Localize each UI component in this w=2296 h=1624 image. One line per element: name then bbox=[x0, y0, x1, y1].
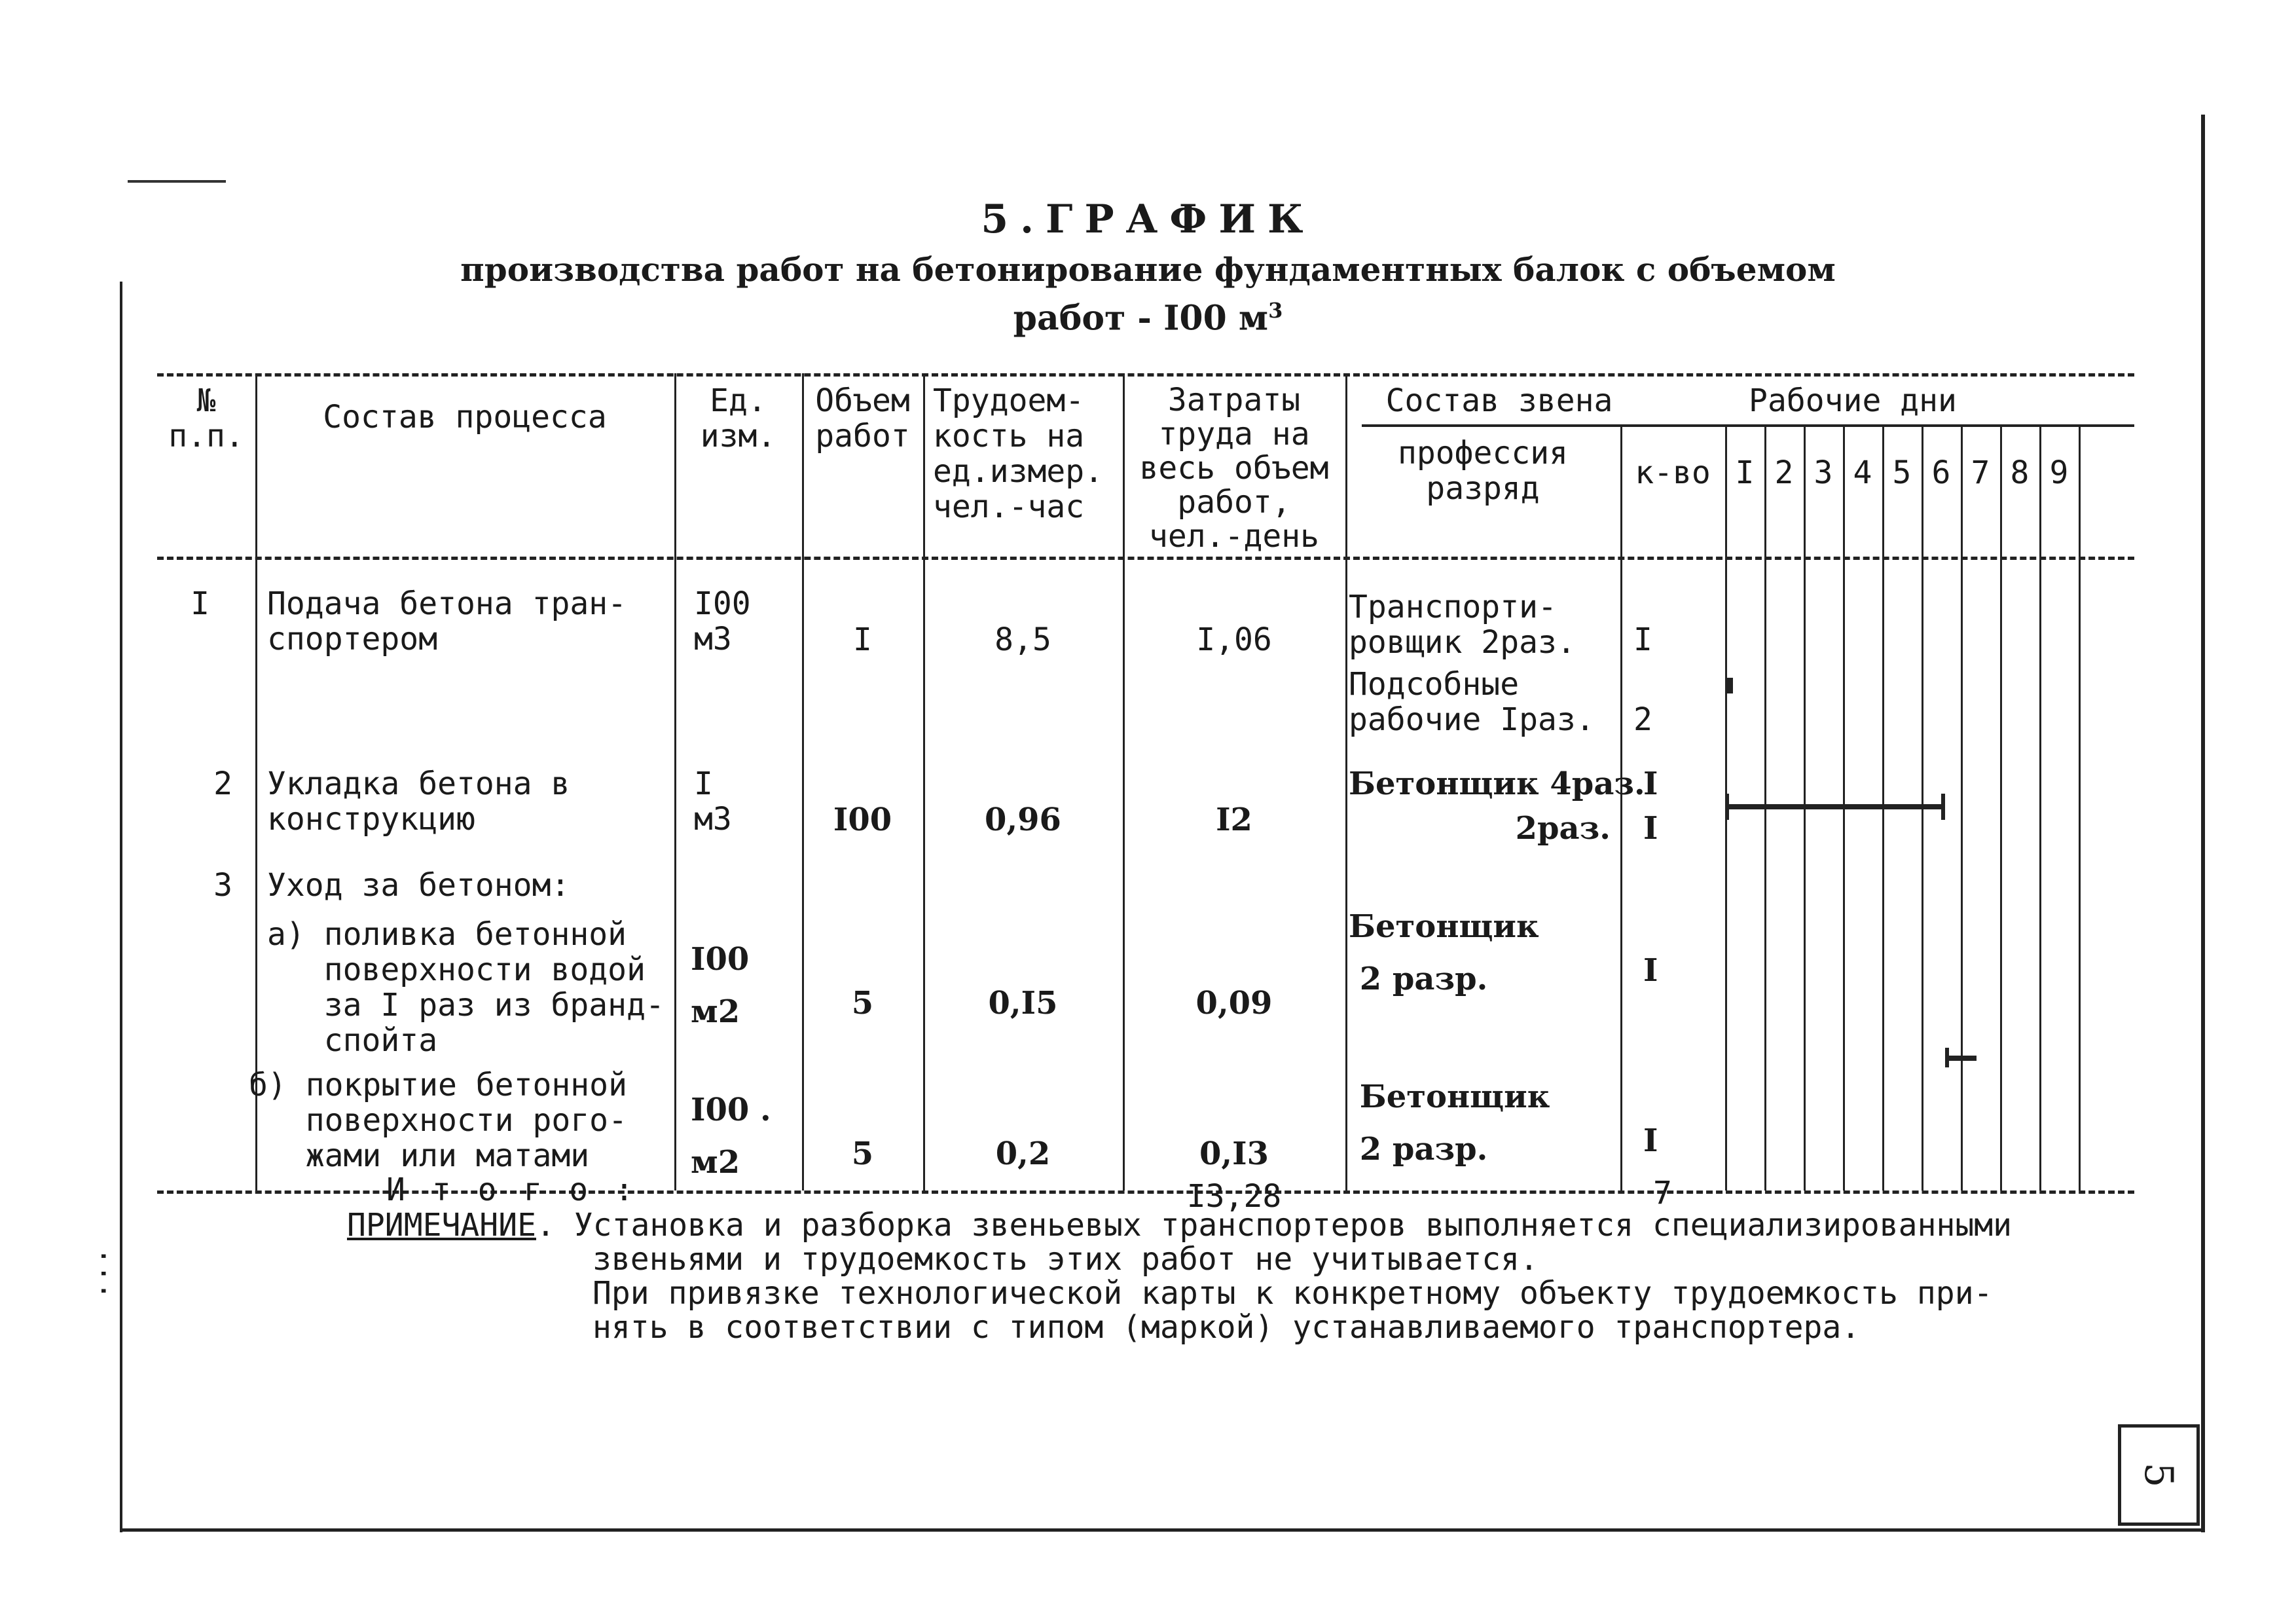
row3b-labor-cost: 0,I3 bbox=[1199, 1135, 1269, 1172]
schedule-bar-row1 bbox=[1725, 678, 1733, 693]
table-header-bottom-rule bbox=[157, 557, 2134, 560]
header-day-3: 3 bbox=[1813, 454, 1833, 491]
crew-days-subheader-rule bbox=[1362, 424, 2134, 427]
header-day-9: 9 bbox=[2049, 454, 2069, 491]
header-unit: Ед. изм. bbox=[700, 382, 776, 454]
row3b-volume: 5 bbox=[851, 1135, 874, 1172]
note-line-4: нять в соответствии с типом (маркой) устанавливаемого транспортера. bbox=[592, 1309, 1861, 1346]
row3a-volume: 5 bbox=[851, 985, 874, 1022]
note-line-2: звеньями и трудоемкость этих работ не учитывается. bbox=[592, 1241, 1539, 1278]
page-number: 5 bbox=[2136, 1462, 2182, 1488]
schedule-bar-row3 bbox=[1945, 1056, 1977, 1061]
row3-num: 3 bbox=[213, 867, 232, 904]
table-top-rule bbox=[157, 373, 2134, 377]
header-labor-cost: Затраты труда на весь объем работ, чел.-день bbox=[1139, 382, 1329, 555]
row2-volume: I00 bbox=[833, 802, 892, 838]
row1-unit: I00 м3 bbox=[694, 585, 751, 657]
row3a-crew-profession: Бетонщик 2 разр. bbox=[1349, 908, 1539, 997]
note-line-1-text: . Установка и разборка звеньевых транспортеров выполняется специализированными bbox=[536, 1207, 2013, 1244]
schedule-bar-row2-end-cap bbox=[1941, 794, 1945, 820]
header-labor-intensity: Трудоем- кость на ед.измер. чел.-час bbox=[933, 382, 1104, 525]
row3a-labor-cost: 0,09 bbox=[1195, 985, 1273, 1022]
header-day-4: 4 bbox=[1853, 454, 1872, 491]
row1-labor-intensity: 8,5 bbox=[994, 621, 1051, 658]
row2-crew-2-profession: 2раз. bbox=[1515, 810, 1611, 847]
document-subtitle: производства работ на бетонирование фундаментных балок с объемом bbox=[460, 250, 1836, 289]
row2-process: Укладка бетона в конструкцию bbox=[267, 766, 570, 838]
header-work-days: Рабочие дни bbox=[1749, 382, 1957, 419]
totals-count: 7 bbox=[1653, 1175, 1672, 1211]
note-label: ПРИМЕЧАНИЕ bbox=[347, 1207, 536, 1244]
row3a-unit: I00 м2 bbox=[691, 941, 750, 1030]
schedule-bar-row3-start-cap bbox=[1945, 1048, 1949, 1067]
header-day-6: 6 bbox=[1931, 454, 1951, 491]
row2-crew-1-profession: Бетонщик 4раз. bbox=[1349, 766, 1645, 802]
row2-crew-2-count: I bbox=[1643, 810, 1658, 847]
header-profession: профессия разряд bbox=[1397, 435, 1569, 507]
col-rule-day-end bbox=[2079, 424, 2081, 1190]
header-num: № п.п. bbox=[168, 382, 244, 454]
row3b-process: б) покрытие бетонной поверхности рого- жами или матами bbox=[249, 1067, 627, 1174]
row1-process: Подача бетона тран- спортером bbox=[267, 585, 627, 657]
document-subtitle-line2: работ - I00 $м^3$ bbox=[1013, 298, 1283, 339]
row1-crew-2-profession: Подсобные рабочие Iраз. bbox=[1349, 666, 1595, 738]
col-rule-2 bbox=[674, 373, 676, 1190]
col-rule-day-8 bbox=[2000, 424, 2002, 1190]
row2-labor-cost: I2 bbox=[1216, 802, 1252, 838]
totals-label: И т о г о : bbox=[386, 1172, 638, 1208]
row2-num: 2 bbox=[213, 766, 232, 802]
row3a-process: а) поливка бетонной поверхности водой за I раз из бранд- спойта bbox=[267, 916, 665, 1059]
col-rule-4 bbox=[923, 373, 925, 1190]
header-day-8: 8 bbox=[2010, 454, 2030, 491]
header-day-7: 7 bbox=[1971, 454, 1990, 491]
frame-bottom-border bbox=[120, 1528, 2205, 1532]
row1-crew-1-profession: Транспорти- ровщик 2раз. bbox=[1349, 589, 1576, 661]
row2-labor-intensity: 0,96 bbox=[985, 802, 1061, 838]
header-day-5: 5 bbox=[1892, 454, 1912, 491]
row1-num: I bbox=[191, 585, 210, 622]
row1-volume: I bbox=[853, 621, 872, 658]
totals-labor-cost: I3,28 bbox=[1186, 1178, 1282, 1215]
schedule-bar-row2 bbox=[1725, 804, 1945, 809]
margin-mark: ... bbox=[94, 1247, 128, 1300]
row3b-crew-profession: Бетонщик 2 разр. bbox=[1359, 1079, 1550, 1168]
row3-process: Уход за бетоном: bbox=[267, 867, 570, 904]
header-crew: Состав звена bbox=[1385, 382, 1613, 419]
row3a-labor-intensity: 0,I5 bbox=[988, 985, 1058, 1022]
row2-crew-1-count: I bbox=[1643, 766, 1658, 802]
document-title: 5.ГРАФИК bbox=[981, 196, 1315, 242]
row3b-unit: I00 . м2 bbox=[691, 1092, 771, 1181]
row1-crew-2-count: 2 bbox=[1633, 701, 1652, 738]
note-line-3: При привязке технологической карты к конкретному объекту трудоемкость при- bbox=[592, 1275, 1993, 1312]
row2-unit: I м3 bbox=[694, 766, 732, 838]
header-day-2: 2 bbox=[1774, 454, 1794, 491]
header-day-1: I bbox=[1735, 454, 1755, 491]
row1-crew-1-count: I bbox=[1633, 621, 1652, 658]
row3b-labor-intensity: 0,2 bbox=[995, 1135, 1051, 1172]
col-rule-day-7 bbox=[1961, 424, 1963, 1190]
row1-labor-cost: I,06 bbox=[1196, 621, 1272, 658]
schedule-bar-row2-start-cap bbox=[1725, 794, 1729, 820]
header-volume: Объем работ bbox=[815, 382, 910, 454]
row3b-crew-count: I bbox=[1643, 1122, 1658, 1159]
header-count: к-во bbox=[1635, 454, 1711, 491]
col-rule-3 bbox=[802, 373, 804, 1190]
header-process: Состав процесса bbox=[323, 399, 607, 435]
col-rule-day-9 bbox=[2039, 424, 2041, 1190]
col-rule-7 bbox=[1620, 424, 1622, 1190]
top-rule bbox=[128, 180, 226, 183]
note-line-1 bbox=[347, 1208, 2012, 1242]
row3a-crew-count: I bbox=[1643, 952, 1658, 989]
frame-left-border bbox=[120, 282, 122, 1532]
